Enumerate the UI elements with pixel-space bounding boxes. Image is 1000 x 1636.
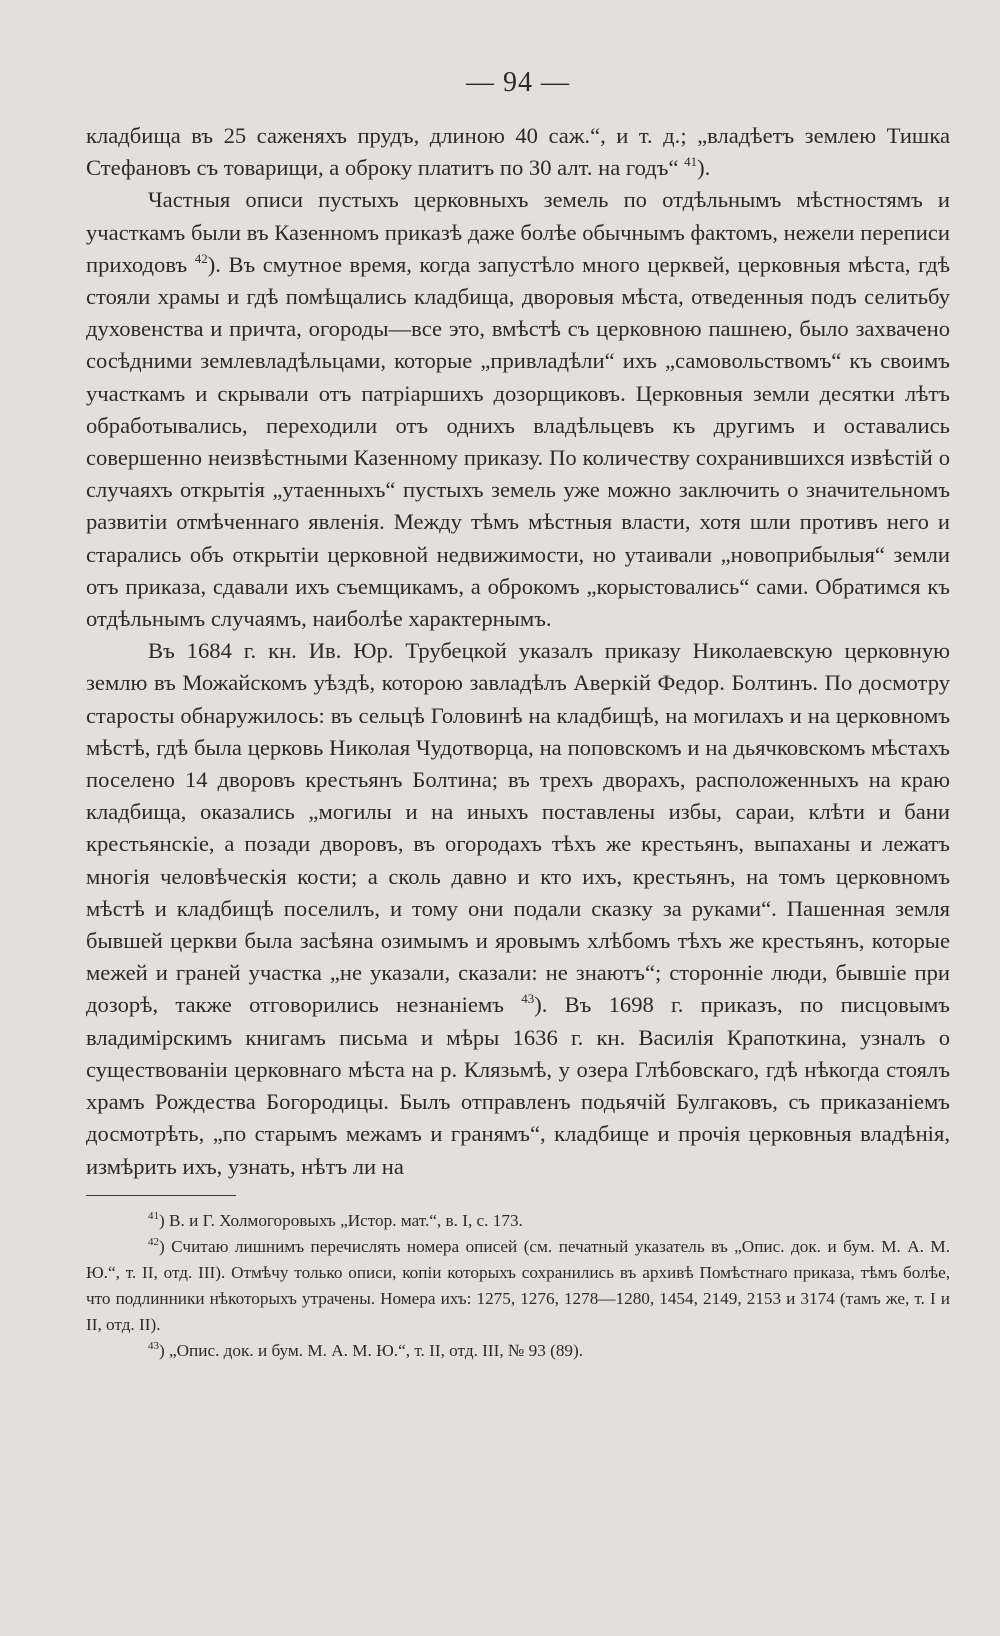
- footnote-ref-41: 41: [684, 154, 698, 170]
- text-run: ).: [697, 155, 711, 181]
- text-run: Въ 1684 г. кн. Ив. Юр. Трубецкой указалъ приказу Николаевскую церковную землю въ Можайскомъ уѣздѣ, которою завладѣлъ Аверкій Федор. Болтинъ. По досмотру старосты обнаружилось: въ сельцѣ Головинѣ на кладбищѣ, на могилахъ и на церковномъ мѣстѣ, гдѣ была церковь Николая Чудотворца, на поповскомъ и на дьячковскомъ мѣстахъ поселено 14 дворовъ крестьянъ Болтина; въ трехъ дворахъ, расположенныхъ на краю кладбища, оказались „могилы и на иныхъ поставлены избы, сараи, клѣти и бани крестьянскіе, а позади дворовъ, въ огородахъ тѣхъ же крестьянъ, выпаханы и лежатъ многія человѣческія кости; а сколь давно и кто ихъ, крестьянъ, на томъ церковномъ мѣстѣ и кладбищѣ поселилъ, и тому они подали сказку за руками“. Пашенная земля бывшей церкви была засѣяна озимымъ и яровымъ хлѣбомъ тѣхъ же крестьянъ, которые межей и граней участка „не указали, сказали: не знаютъ“; сторонніе люди, бывшіе при дозорѣ, также отговорились незнаніемъ: [86, 638, 950, 1018]
- footnote-42: [86, 1234, 950, 1338]
- page-number: — 94 —: [466, 67, 570, 98]
- text-run: Частныя описи пустыхъ церковныхъ земель по отдѣльнымъ мѣстностямъ и участкамъ были въ Казенномъ приказѣ даже болѣе обычнымъ фактомъ, нежели переписи приходовъ: [86, 187, 950, 277]
- text-run: ). Въ 1698 г. приказъ, по писцовымъ владимірскимъ книгамъ письма и мѣры 1636 г. кн. Василія Крапоткина, узналъ о существованіи церковнаго мѣста на р. Клязьмѣ, у озера Глѣбовскаго, гдѣ нѣкогда стоялъ храмъ Рождества Богородицы. Былъ отправленъ подьячій Булгаковъ, съ приказаніемъ досмотрѣть, „по старымъ межамъ и гранямъ“, кладбище и прочія церковныя владѣнія, измѣрить ихъ, узнать, нѣтъ ли на: [86, 992, 950, 1179]
- footnote-text: ) В. и Г. Холмогоровыхъ „Истор. мат.“, в. I, с. 173.: [159, 1210, 523, 1230]
- footnote-text: ) Считаю лишнимъ перечислять номера описей (см. печатный указатель въ „Опис. док. и бум. М. А. М. Ю.“, т. II, отд. III). Отмѣчу только описи, копіи которыхъ сохранились въ архивѣ Помѣстнаго приказа, тѣмъ болѣе, что подлинники нѣкоторыхъ утрачены. Номера ихъ: 1275, 1276, 1278—1280, 1454, 2149, 2153 и 3174 (тамъ же, т. I и II, отд. II).: [86, 1236, 950, 1334]
- paragraph-3: [86, 635, 950, 1182]
- footnote-41: [86, 1208, 950, 1234]
- paragraph-2: [86, 184, 950, 635]
- footnote-text: ) „Опис. док. и бум. М. А. М. Ю.“, т. II, отд. III, № 93 (89).: [159, 1340, 584, 1360]
- text-run: кладбища въ 25 саженяхъ прудъ, длиною 40 саж.“, и т. д.; „владѣетъ землею Тишка Стефановъ съ товарищи, а оброку платитъ по 30 алт. на годъ“: [86, 123, 950, 181]
- footnote-marker: 43: [148, 1339, 159, 1352]
- footnote-43: [86, 1338, 950, 1364]
- footnotes: [86, 1208, 950, 1364]
- text-run: ). Въ смутное время, когда запустѣло много церквей, церковныя мѣста, гдѣ стояли храмы и гдѣ помѣщались кладбища, дворовыя мѣста, отведенныя подъ селитьбу духовенства и причта, огороды—все это, вмѣстѣ съ церковною пашнею, было захвачено сосѣдними землевладѣльцами, которые „привладѣли“ ихъ „самовольствомъ“ къ своимъ участкамъ и скрывали отъ патріаршихъ дозорщиковъ. Церковныя земли десятки лѣтъ обработывались, переходили отъ однихъ владѣльцевъ къ другимъ и оставались совершенно неизвѣстными Казенному приказу. По количеству сохранившихся извѣстій о случаяхъ открытія „утаенныхъ“ пустыхъ земель уже можно заключить о значительномъ развитіи отмѣченнаго явленія. Между тѣмъ мѣстныя власти, хотя шли противъ него и старались объ открытіи церковной недвижимости, но утаивали „новоприбылыя“ земли отъ приказа, сдавали ихъ съемщикамъ, а оброкомъ „корыстовались“ сами. Обратимся къ отдѣльнымъ случаямъ, наиболѣе характернымъ.: [86, 251, 950, 632]
- footnote-divider: [86, 1195, 236, 1196]
- paragraph-1: [86, 120, 950, 184]
- footnote-marker: 41: [148, 1209, 159, 1222]
- main-text: [86, 120, 950, 1183]
- footnote-ref-43: 43: [521, 991, 535, 1007]
- footnote-ref-42: 42: [194, 250, 208, 266]
- footnote-marker: 42: [148, 1235, 159, 1248]
